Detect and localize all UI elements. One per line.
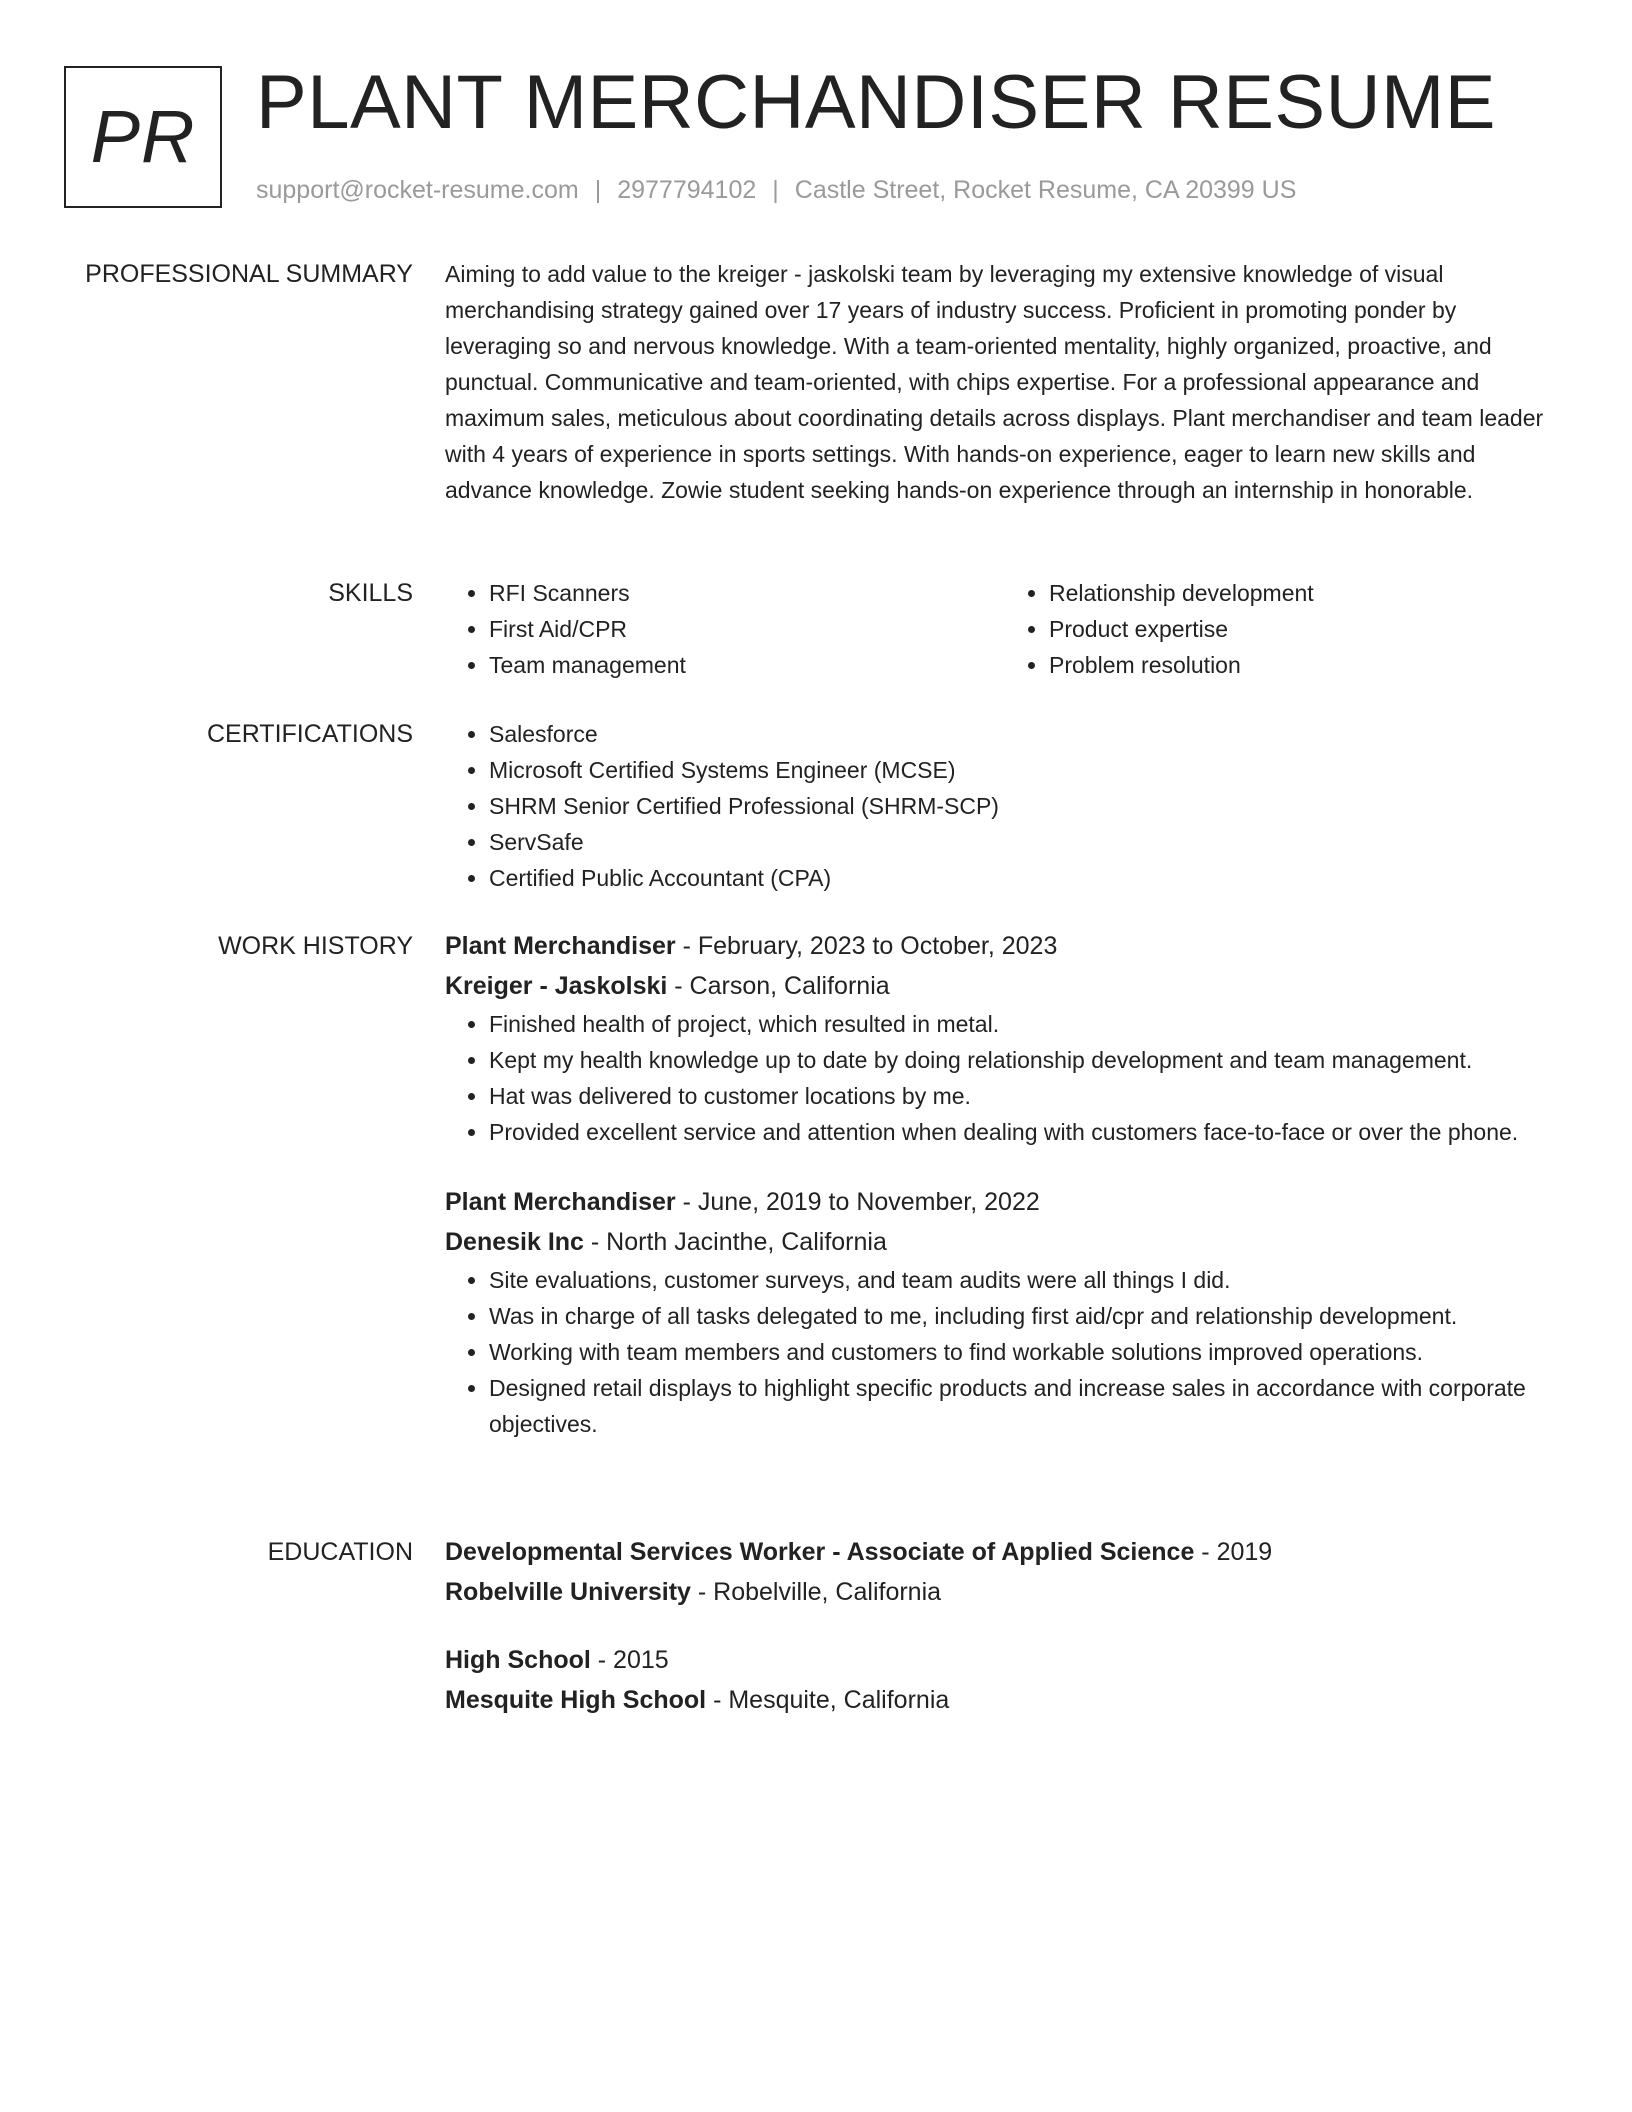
list-item: • Was in charge of all tasks delegated to me, including first aid/cpr and relationship development. [489,1298,1565,1334]
job-company: Denesik Inc [445,1228,584,1256]
job-company-line [445,966,1565,1006]
contact-address: Castle Street, Rocket Resume, CA 20399 US [794,176,1297,204]
list-item: • Team management [489,647,1005,683]
section-label: CERTIFICATIONS [206,720,413,748]
education-school-line [445,1680,1565,1720]
resume-title: PLANT MERCHANDISER RESUME [256,60,1496,145]
education-location: - Mesquite, California [706,1686,950,1714]
job-dates: - February, 2023 to October, 2023 [675,932,1058,960]
contact-separator: | [772,176,779,204]
skills-list-right [1005,575,1565,683]
list-item: • RFI Scanners [489,575,1005,611]
list-item: • Certified Public Accountant (CPA) [489,860,1565,896]
list-item: • First Aid/CPR [489,611,1005,647]
list-item: • Finished health of project, which resulted in metal. [489,1006,1565,1042]
job-entry [445,926,1565,1150]
job-title-line [445,926,1565,966]
list-item: • Relationship development [1049,575,1565,611]
list-item: • Salesforce [489,716,1565,752]
list-item: • ServSafe [489,824,1565,860]
education-degree-line [445,1532,1565,1572]
list-item: • Site evaluations, customer surveys, and team audits were all things I did. [489,1262,1565,1298]
job-bullets [445,1006,1565,1150]
list-item: • Microsoft Certified Systems Engineer (MCSE) [489,752,1565,788]
skills-grid [445,575,1565,683]
education-degree-line [445,1640,1565,1680]
education-entry [445,1640,1565,1720]
certifications-list [445,716,1565,896]
monogram-box [64,66,222,208]
job-bullets [445,1262,1565,1442]
job-dates: - June, 2019 to November, 2022 [675,1188,1040,1216]
summary-body [445,256,1565,508]
job-location: - Carson, California [667,972,890,1000]
education-location: - Robelville, California [690,1578,942,1606]
section-label: PROFESSIONAL SUMMARY [85,260,413,288]
job-title-line [445,1182,1565,1222]
list-item: • Designed retail displays to highlight specific products and increase sales in accordance with corporate objectives. [489,1370,1565,1442]
skills-list-left [445,575,1005,683]
contact-phone[interactable]: 2977794102 [617,176,757,204]
list-item: • Problem resolution [1049,647,1565,683]
contact-line [256,174,1296,206]
list-item: • Kept my health knowledge up to date by doing relationship development and team management. [489,1042,1565,1078]
contact-separator: | [594,176,602,204]
monogram-initials: PR [90,95,196,178]
section-label: EDUCATION [267,1538,413,1566]
job-location: - North Jacinthe, California [583,1228,887,1256]
contact-email[interactable]: support@rocket-resume.com [256,176,579,204]
job-entry [445,1182,1565,1442]
summary-text: Aiming to add value to the kreiger - jaskolski team by leveraging my extensive knowledge of visual merchandising strategy gained over 17 years of industry success. Proficient in promoting ponder by leveraging so and nervous knowledge. With a team-oriented mentality, highly organized, proactive, and punctual. Communicative and team-oriented, with chips expertise. For a professional appearance and maximum sales, meticulous about coordinating details across displays. Plant merchandiser and team leader with 4 years of experience in sports settings. With hands-on experience, eager to learn new skills and advance knowledge. Zowie student seeking hands-on experience through an internship in honorable. [445,261,1544,503]
education-school: Robelville University [445,1578,691,1606]
education-year: - 2019 [1194,1538,1273,1566]
education-school: Mesquite High School [445,1686,707,1714]
list-item: • Hat was delivered to customer locations by me. [489,1078,1565,1114]
job-company-line [445,1222,1565,1262]
education-year: - 2015 [590,1646,669,1674]
list-item: • SHRM Senior Certified Professional (SHRM-SCP) [489,788,1565,824]
education-body [445,1532,1565,1720]
certifications-body [445,716,1565,896]
education-degree: Developmental Services Worker - Associate of Applied Science [445,1538,1195,1566]
job-company: Kreiger - Jaskolski [445,972,668,1000]
job-title: Plant Merchandiser [445,932,676,960]
list-item: • Working with team members and customers to find workable solutions improved operations. [489,1334,1565,1370]
list-item: • Provided excellent service and attention when dealing with customers face-to-face or over the phone. [489,1114,1565,1150]
education-school-line [445,1572,1565,1612]
section-label: SKILLS [328,579,413,607]
education-entry [445,1532,1565,1612]
education-degree: High School [445,1646,591,1674]
section-label: WORK HISTORY [218,932,413,960]
job-title: Plant Merchandiser [445,1188,676,1216]
work-history-body [445,926,1565,1442]
list-item: • Product expertise [1049,611,1565,647]
